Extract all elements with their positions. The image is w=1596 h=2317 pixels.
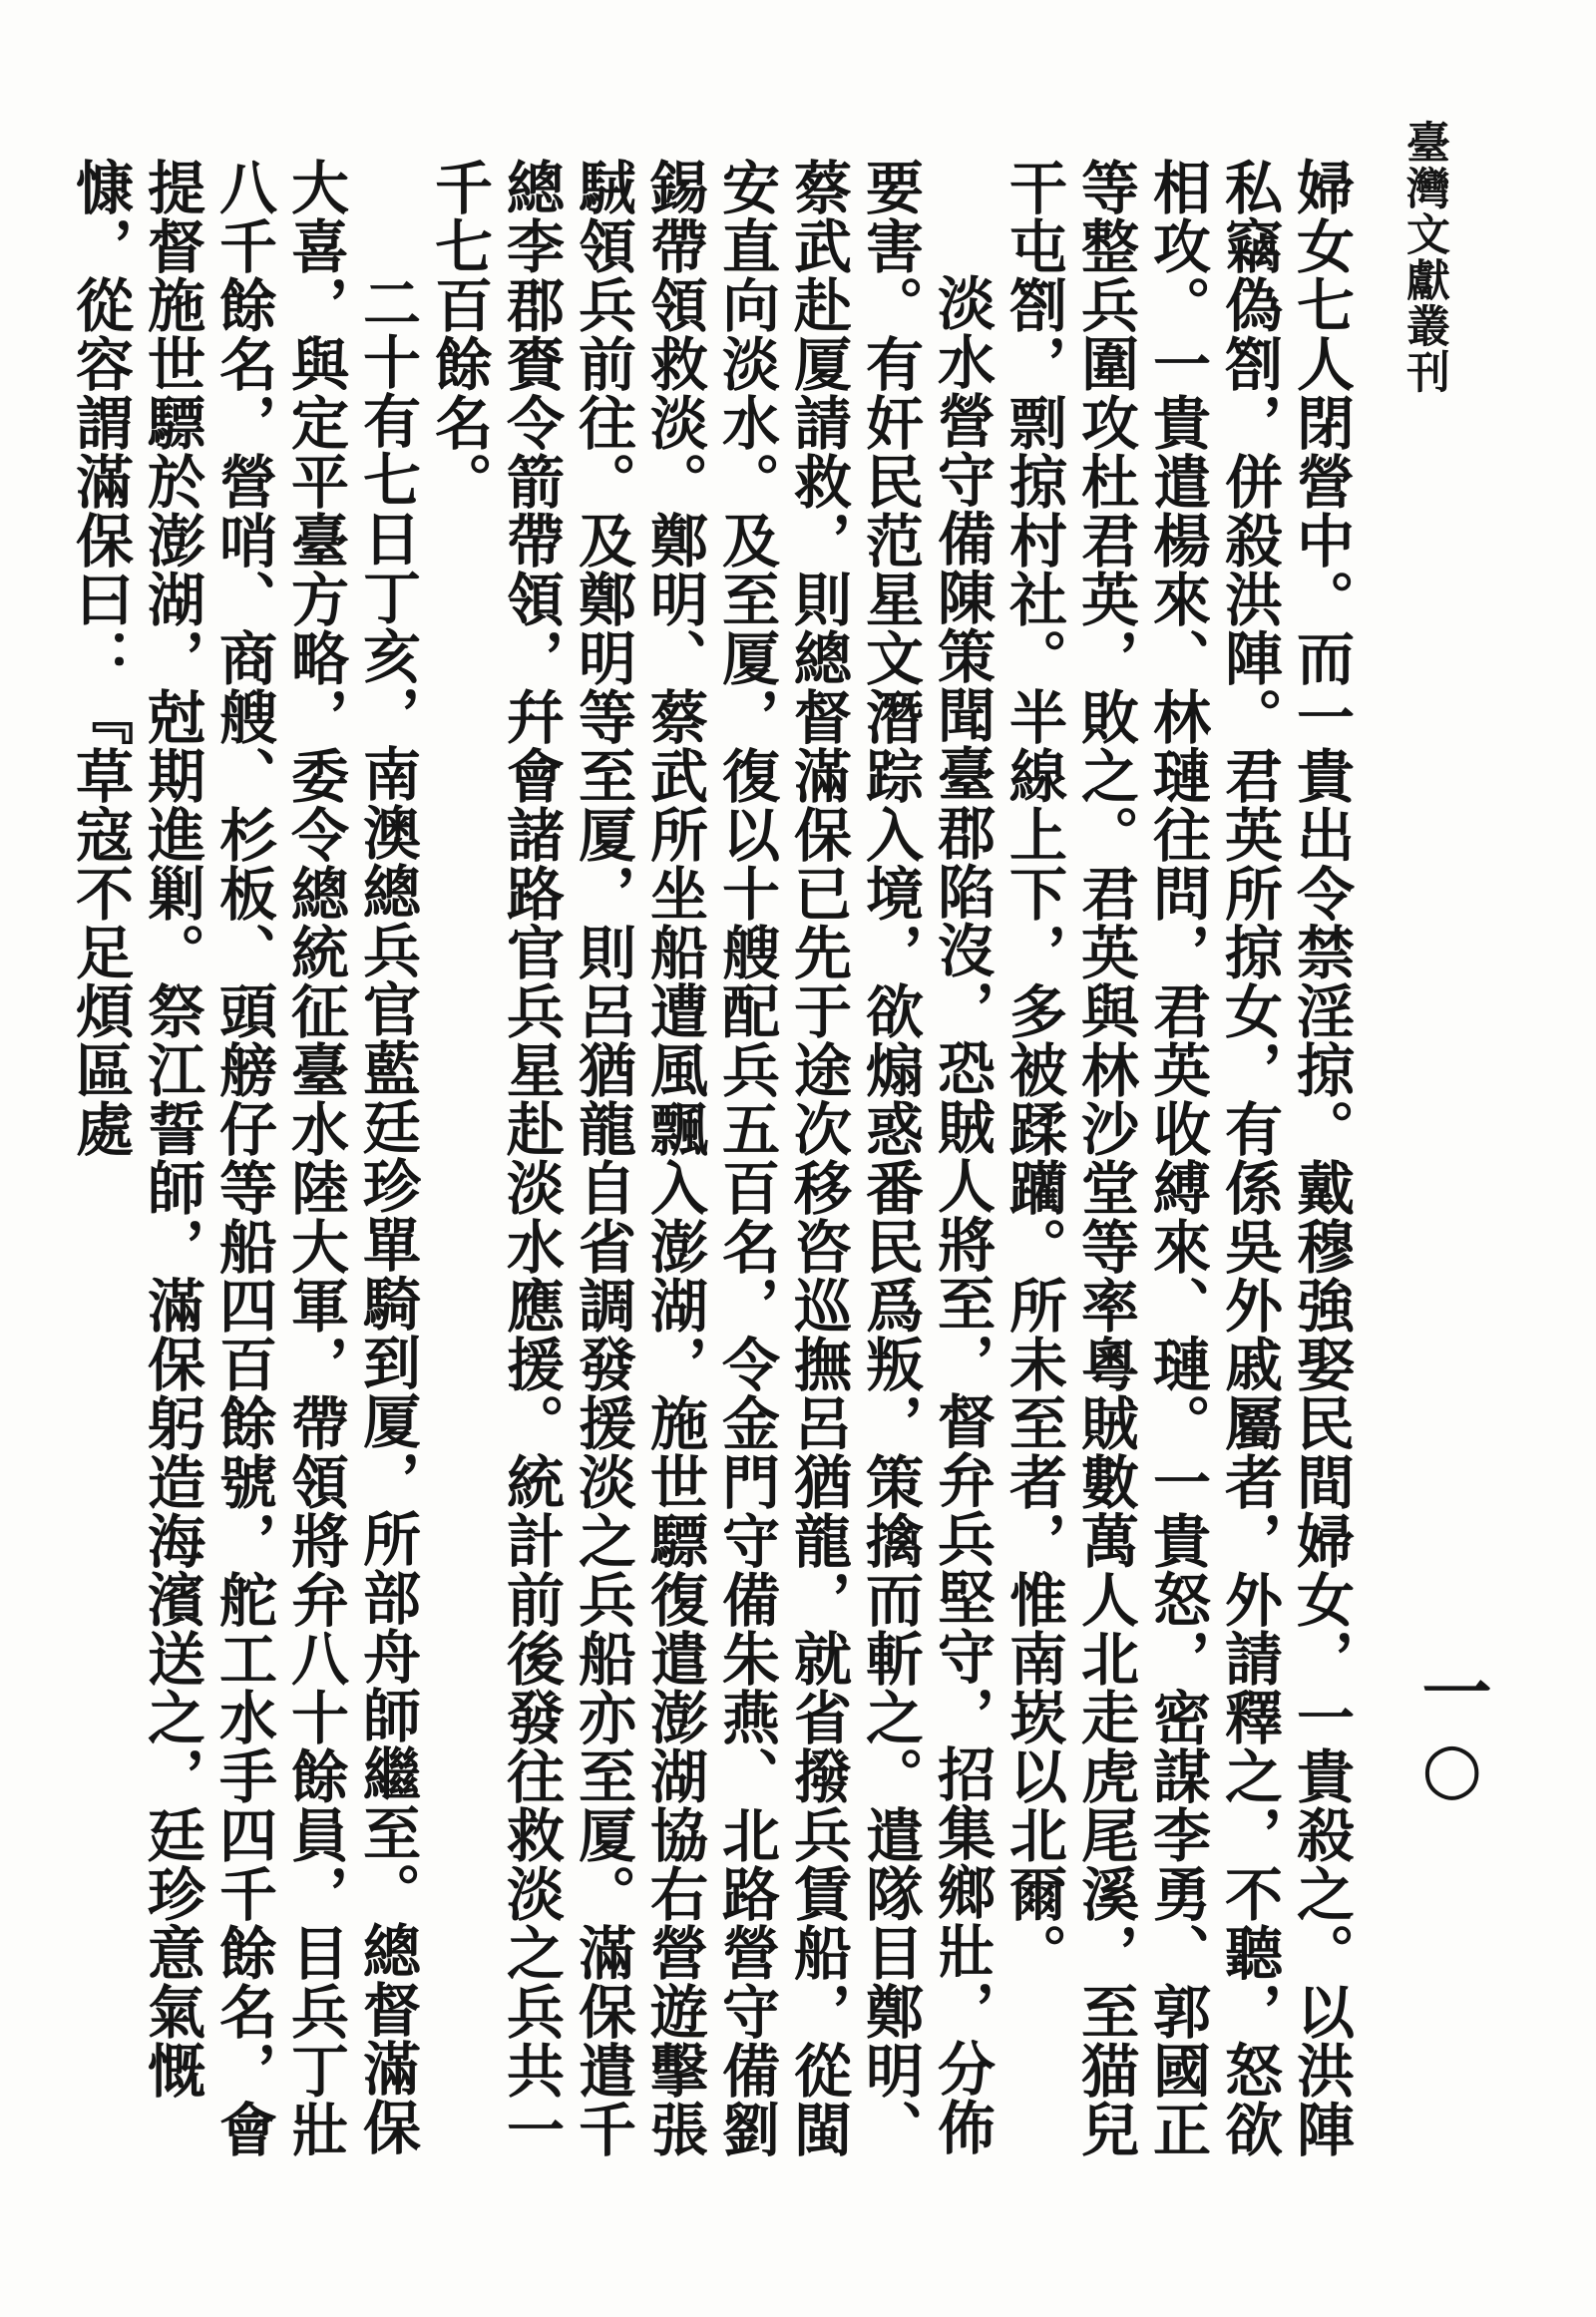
running-title: 臺灣文獻叢刊 <box>1398 120 1449 395</box>
paragraph: 婦女七人閉營中。而一貴出令禁淫掠。戴穆強娶民間婦女，一貴殺之。以洪陣私竊偽劄，併殺洪陣。君英所掠女，有係吳外戚屬者，外請釋之，不聽，怒欲相攻。一貴遣楊來、林璉往問，君英收縛來、璉。一貴怒，密謀李勇、郭國正等整兵圍攻杜君英，敗之。君英與林沙堂等率粵賊數萬人北走虎尾溪，至猫兒干屯劄，剽掠村社。半線上下，多被蹂躪。所未至者，惟南崁以北爾。 <box>999 158 1355 2158</box>
body-text <box>64 158 1357 2192</box>
paragraph: 二十有七日丁亥，南澳總兵官藍廷珍單騎到厦，所部舟師繼至。總督滿保大喜，與定平臺方略，委令總統征臺水陸大軍，帶領將弁八十餘員，目兵丁壯八千餘名，營哨、商艘、杉板、頭艕仔等船四百餘號，舵工水手四千餘名，會提督施世驃於澎湖，尅期進剿。祭江誓師，滿保躬造海濱送之，廷珍意氣慨慷，從容謂滿保曰：『草寇不足煩區處 <box>66 158 421 2158</box>
page-number: 一○ <box>1410 1656 1493 1808</box>
paragraph: 淡水營守備陳策聞臺郡陷沒，恐賊人將至，督弁兵堅守，招集鄉壯，分佈要害。有奸民范星文潛踪入境，欲煽惑番民爲叛，策擒而斬之。遣隊目鄭明、蔡武赴厦請救，則總督滿保已先于途次移咨巡撫呂猶龍，就省撥兵賃船，從閩安直向淡水。及至厦，復以十艘配兵五百名，令金門守備朱燕、北路營守備劉錫帶領救淡。鄭明、蔡武所坐船遭風飄入澎湖，施世驃復遣澎湖協右營遊擊張駥領兵前往。及鄭明等至厦，則呂猶龍自省調發援淡之兵船亦至厦。滿保遣千總李郡賚令箭帶領，幷會諸路官兵星赴淡水應援。統計前後發往救淡之兵共一千七百餘名。 <box>425 158 996 2158</box>
